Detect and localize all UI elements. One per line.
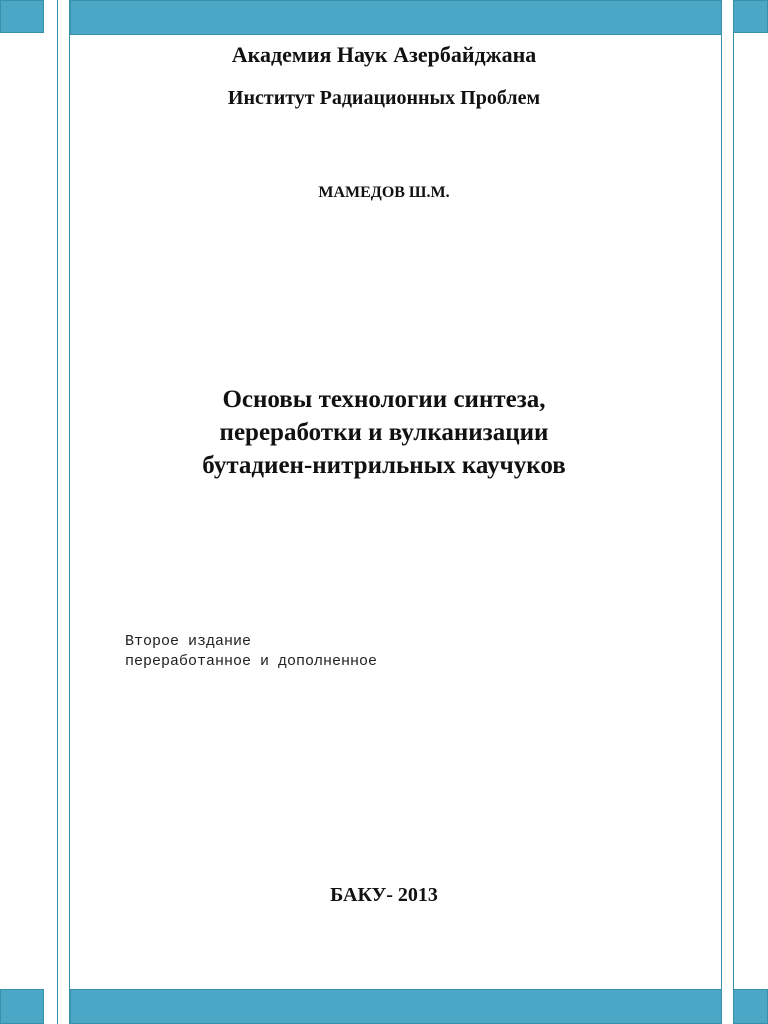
frame-top-center-bar [70,0,722,35]
title-line: бутадиен-нитрильных каучуков [202,452,566,479]
frame-bottom-left-bar [0,989,44,1024]
organization-name: Академия Наук Азербайджана [231,42,537,67]
place-year: БАКУ- 2013 [330,884,438,906]
frame-left-line-outer [57,0,58,1024]
frame-top-left-bar [0,0,44,33]
frame-left-line-inner [69,0,70,1024]
title-line: Основы технологии синтеза, [222,386,546,413]
frame-bottom-right-bar [733,989,768,1024]
frame-right-line-outer [733,0,734,1024]
author-name: МАМЕДОВ Ш.М. [318,184,450,201]
frame-bottom-center-bar [70,989,722,1024]
frame-top-right-bar [733,0,768,33]
edition-line: Второе издание [125,633,252,650]
institute-name: Институт Радиационных Проблем [227,87,541,109]
title-line: переработки и вулканизации [219,419,549,446]
edition-note [125,632,377,672]
edition-line: переработанное и дополненное [125,653,378,670]
frame-right-line-inner [721,0,722,1024]
document-title [0,383,768,482]
